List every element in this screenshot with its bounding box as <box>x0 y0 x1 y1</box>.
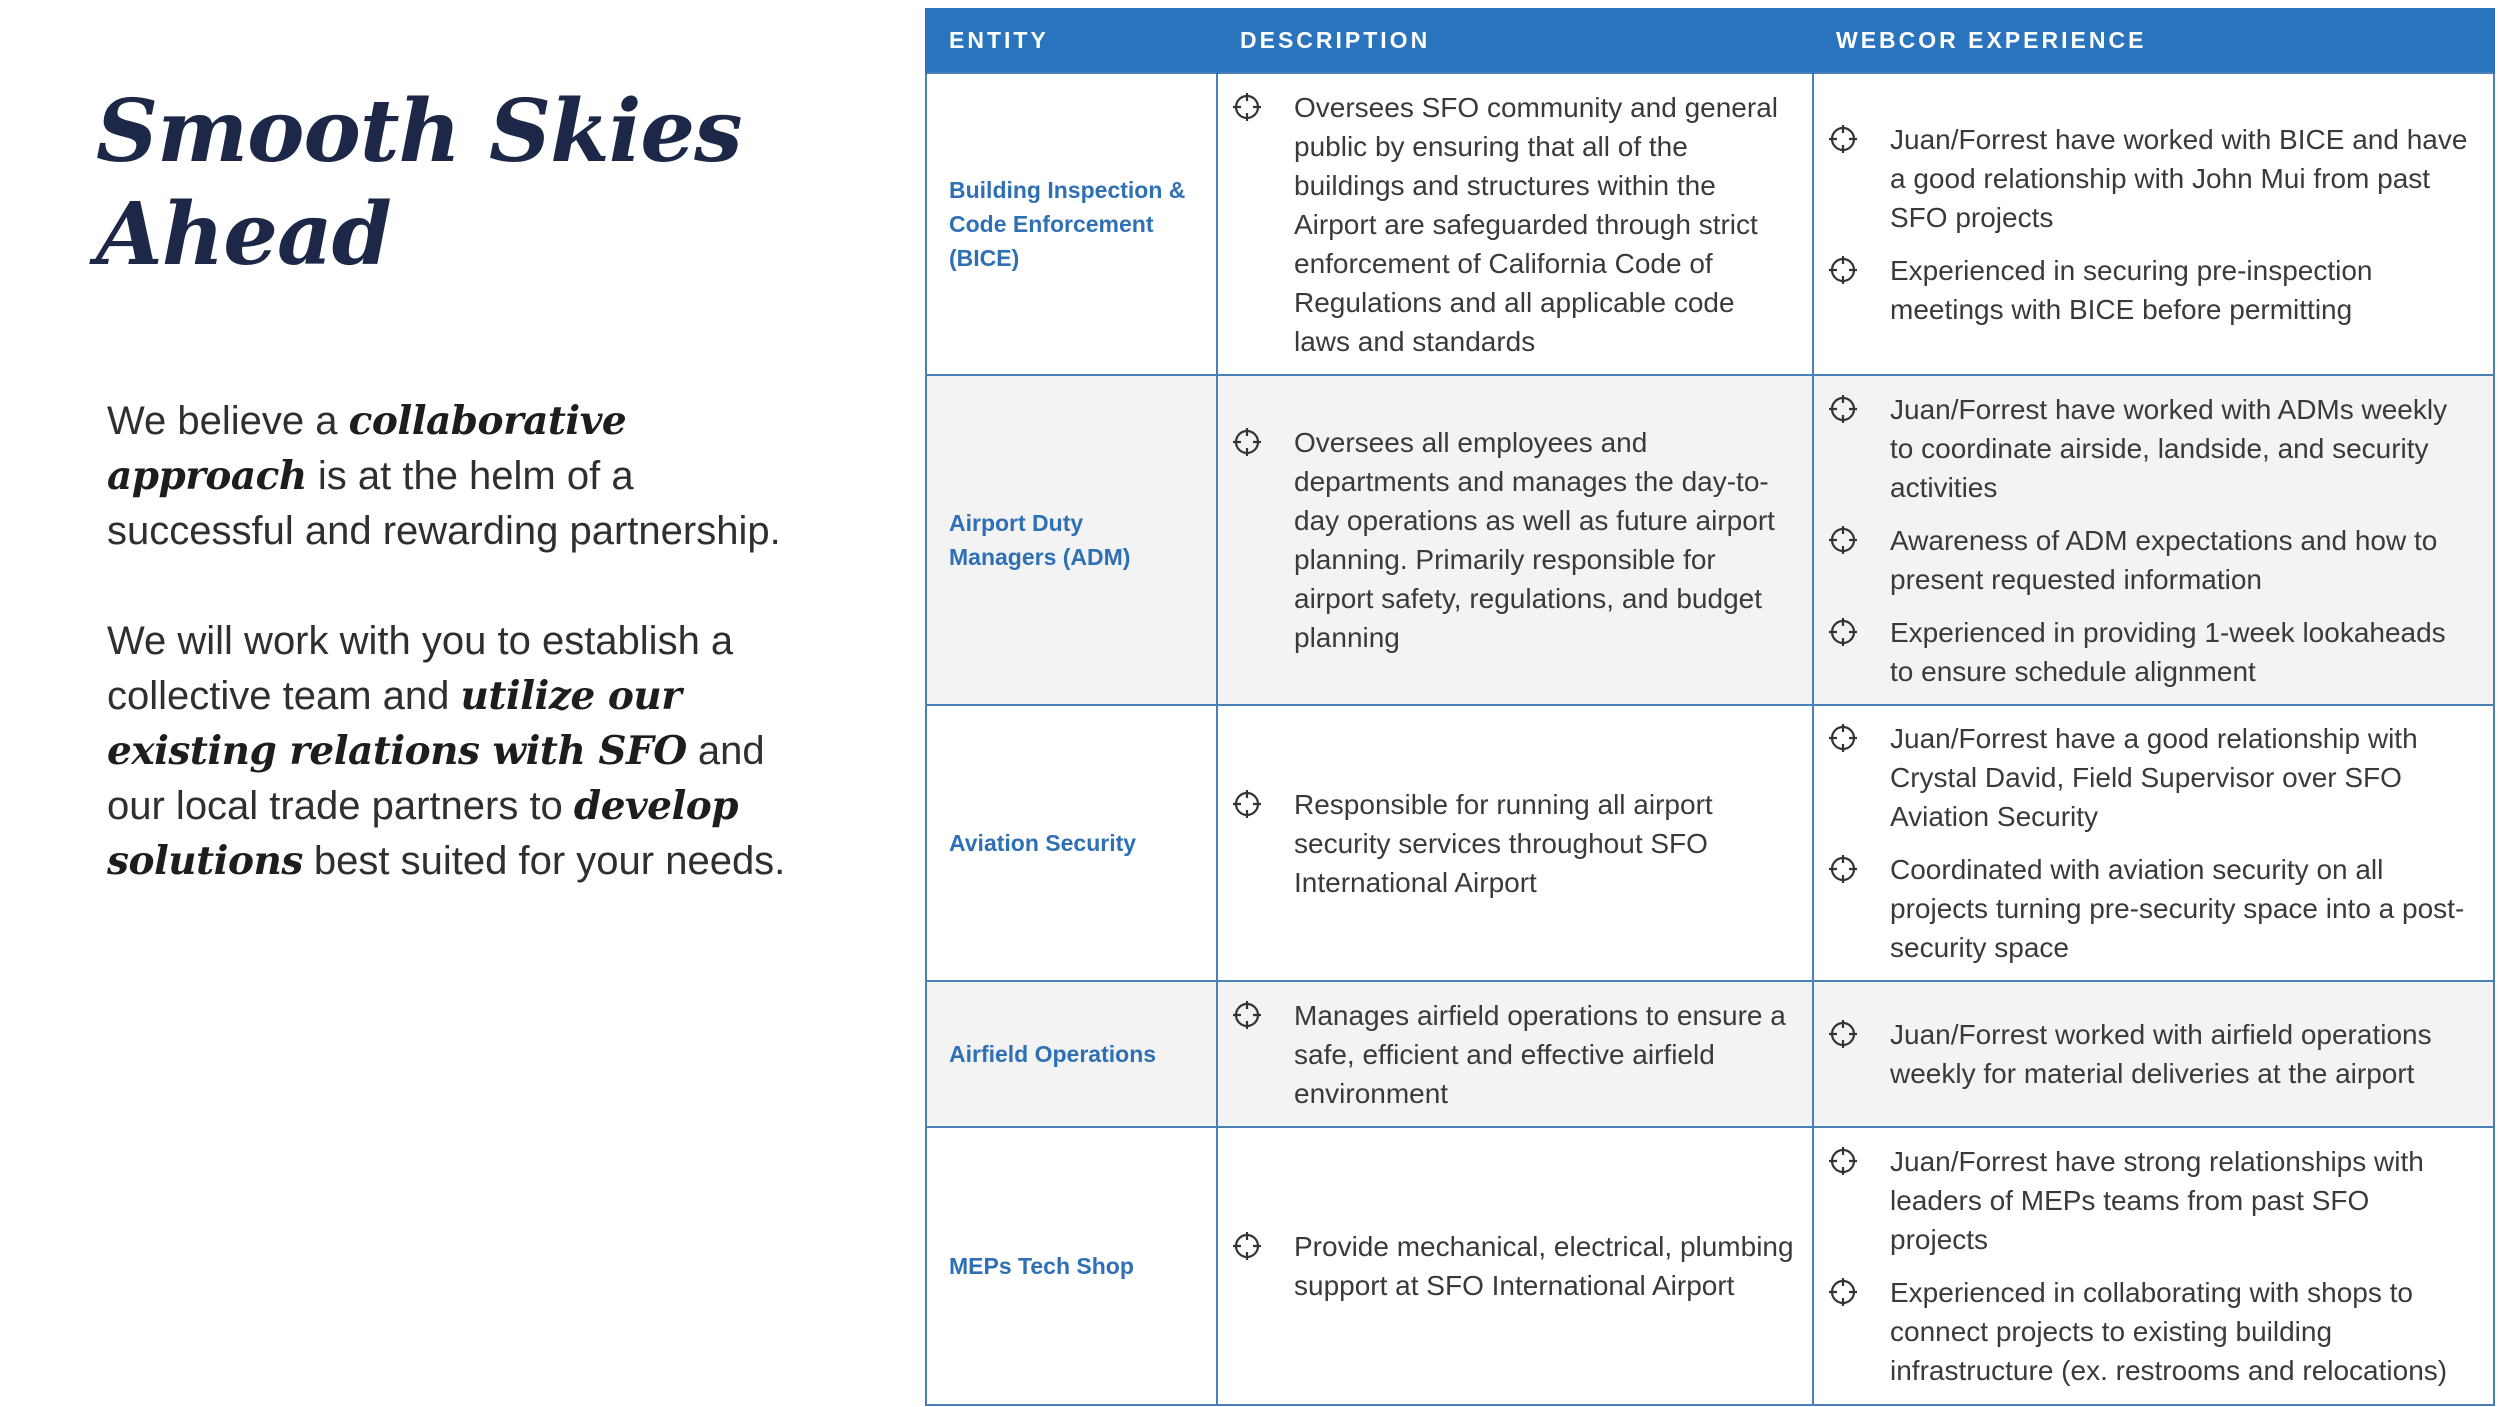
list-item <box>1828 251 2475 329</box>
intro-p1-emphasis-1: collaborative approach <box>107 398 627 499</box>
list-item-text: Juan/Forrest have worked with ADMs weekly to coordinate airside, landside, and security activities <box>1890 393 2448 503</box>
crosshair-circle-icon <box>1232 1231 1262 1261</box>
header-description: DESCRIPTION <box>1217 8 1813 73</box>
table-row <box>926 705 2494 981</box>
crosshair-circle-icon <box>1232 1000 1262 1030</box>
list-item-text: Manages airfield operations to ensure a safe, efficient and effective airfield environment <box>1294 999 1786 1109</box>
entity-name: Building Inspection & Code Enforcement (BICE) <box>949 177 1186 271</box>
list-item-text: Experienced in securing pre-inspection meetings with BICE before permitting <box>1890 254 2373 325</box>
description-list <box>1218 785 1812 902</box>
crosshair-circle-icon <box>1828 1146 1858 1176</box>
list-item-text: Coordinated with aviation security on all projects turning pre-security space into a post-security space <box>1890 854 2465 963</box>
entity-name: MEPs Tech Shop <box>949 1253 1134 1279</box>
experience-cell <box>1813 1127 2494 1405</box>
crosshair-circle-icon <box>1232 427 1262 457</box>
list-item-text: Experienced in collaborating with shops to connect projects to existing building infrastructure (ex. restrooms and relocations) <box>1890 1277 2448 1386</box>
crosshair-circle-icon <box>1828 525 1858 555</box>
description-list <box>1218 996 1812 1113</box>
list-item <box>1828 1273 2475 1390</box>
header-webcor-experience: WEBCOR EXPERIENCE <box>1813 8 2494 73</box>
list-item <box>1232 423 1794 657</box>
title-line-2: Ahead <box>96 184 391 285</box>
list-item-text: Oversees SFO community and general public by ensuring that all of the buildings and structures within the Airport are safeguarded through strict enforcement of California Code of Regulations and all applicable code laws and standards <box>1294 91 1778 357</box>
description-cell <box>1217 981 1813 1127</box>
list-item <box>1828 850 2475 967</box>
crosshair-circle-icon <box>1232 92 1262 122</box>
table-header-row <box>926 8 2494 73</box>
experience-cell <box>1813 73 2494 375</box>
list-item <box>1828 390 2475 507</box>
description-list <box>1218 88 1812 361</box>
crosshair-circle-icon <box>1232 789 1262 819</box>
description-list <box>1218 1227 1812 1305</box>
crosshair-circle-icon <box>1828 255 1858 285</box>
entity-table <box>925 8 2495 1406</box>
entity-cell <box>926 981 1217 1127</box>
intro-p2-text-3: best suited for your needs. <box>302 839 786 883</box>
intro-p1-text-2: is at the helm of a successful and rewarding partnership. <box>107 454 781 553</box>
crosshair-circle-icon <box>1828 1277 1858 1307</box>
experience-cell <box>1813 375 2494 705</box>
list-item-text: Awareness of ADM expectations and how to present requested information <box>1890 524 2438 595</box>
list-item <box>1828 120 2475 237</box>
crosshair-circle-icon <box>1828 617 1858 647</box>
intro-p1-text-1: We believe a <box>107 399 349 443</box>
entity-name: Aviation Security <box>949 830 1137 856</box>
list-item <box>1232 785 1794 902</box>
list-item <box>1232 996 1794 1113</box>
page-title <box>96 80 742 286</box>
list-item <box>1232 88 1794 361</box>
description-cell <box>1217 1127 1813 1405</box>
list-item-text: Juan/Forrest worked with airfield operations weekly for material deliveries at the airport <box>1890 1019 2432 1089</box>
crosshair-circle-icon <box>1828 394 1858 424</box>
crosshair-circle-icon <box>1828 1019 1858 1049</box>
table-row <box>926 73 2494 375</box>
intro-paragraph-1 <box>107 394 827 559</box>
list-item-text: Experienced in providing 1-week lookaheads to ensure schedule alignment <box>1890 616 2446 687</box>
list-item-text: Oversees all employees and departments and manages the day-to-day operations as well as future airport planning. Primarily responsible for airport safety, regulations, and budget planning <box>1294 427 1775 653</box>
list-item-text: Juan/Forrest have strong relationships with leaders of MEPs teams from past SFO projects <box>1890 1146 2424 1255</box>
experience-list <box>1814 1015 2493 1093</box>
crosshair-circle-icon <box>1828 723 1858 753</box>
entity-cell <box>926 705 1217 981</box>
entity-name: Airfield Operations <box>949 1041 1157 1067</box>
experience-list <box>1814 1142 2493 1390</box>
entity-cell <box>926 375 1217 705</box>
list-item <box>1828 613 2475 691</box>
entity-name: Airport Duty Managers (ADM) <box>949 510 1131 570</box>
description-cell <box>1217 705 1813 981</box>
entity-table-container <box>925 8 2493 1406</box>
intro-p2-text-1: We will work with you to establish a collective team and <box>107 619 734 718</box>
intro-paragraph-2 <box>107 614 827 889</box>
list-item <box>1828 521 2475 599</box>
list-item-text: Provide mechanical, electrical, plumbing support at SFO International Airport <box>1294 1231 1794 1301</box>
list-item <box>1828 1142 2475 1259</box>
list-item-text: Juan/Forrest have worked with BICE and have a good relationship with John Mui from past SFO projects <box>1890 123 2468 233</box>
experience-cell <box>1813 705 2494 981</box>
list-item-text: Juan/Forrest have a good relationship with Crystal David, Field Supervisor over SFO Aviation Security <box>1890 723 2418 832</box>
table-row <box>926 375 2494 705</box>
list-item <box>1828 1015 2475 1093</box>
table-row <box>926 1127 2494 1405</box>
entity-cell <box>926 73 1217 375</box>
description-list <box>1218 423 1812 657</box>
experience-list <box>1814 390 2493 691</box>
experience-list <box>1814 120 2493 329</box>
description-cell <box>1217 73 1813 375</box>
crosshair-circle-icon <box>1828 124 1858 154</box>
crosshair-circle-icon <box>1828 854 1858 884</box>
entity-cell <box>926 1127 1217 1405</box>
table-row <box>926 981 2494 1127</box>
title-line-1: Smooth Skies <box>96 81 742 182</box>
list-item <box>1232 1227 1794 1305</box>
intro-text <box>107 394 827 944</box>
list-item <box>1828 719 2475 836</box>
experience-cell <box>1813 981 2494 1127</box>
experience-list <box>1814 719 2493 967</box>
description-cell <box>1217 375 1813 705</box>
intro-p2-text-2: and our local trade partners to <box>107 729 765 828</box>
list-item-text: Responsible for running all airport security services throughout SFO International Airport <box>1294 788 1713 898</box>
intro-p2-emphasis-2: develop solutions <box>107 783 739 884</box>
intro-p2-emphasis-1: utilize our existing relations with SFO <box>107 673 687 774</box>
header-entity: ENTITY <box>926 8 1217 73</box>
